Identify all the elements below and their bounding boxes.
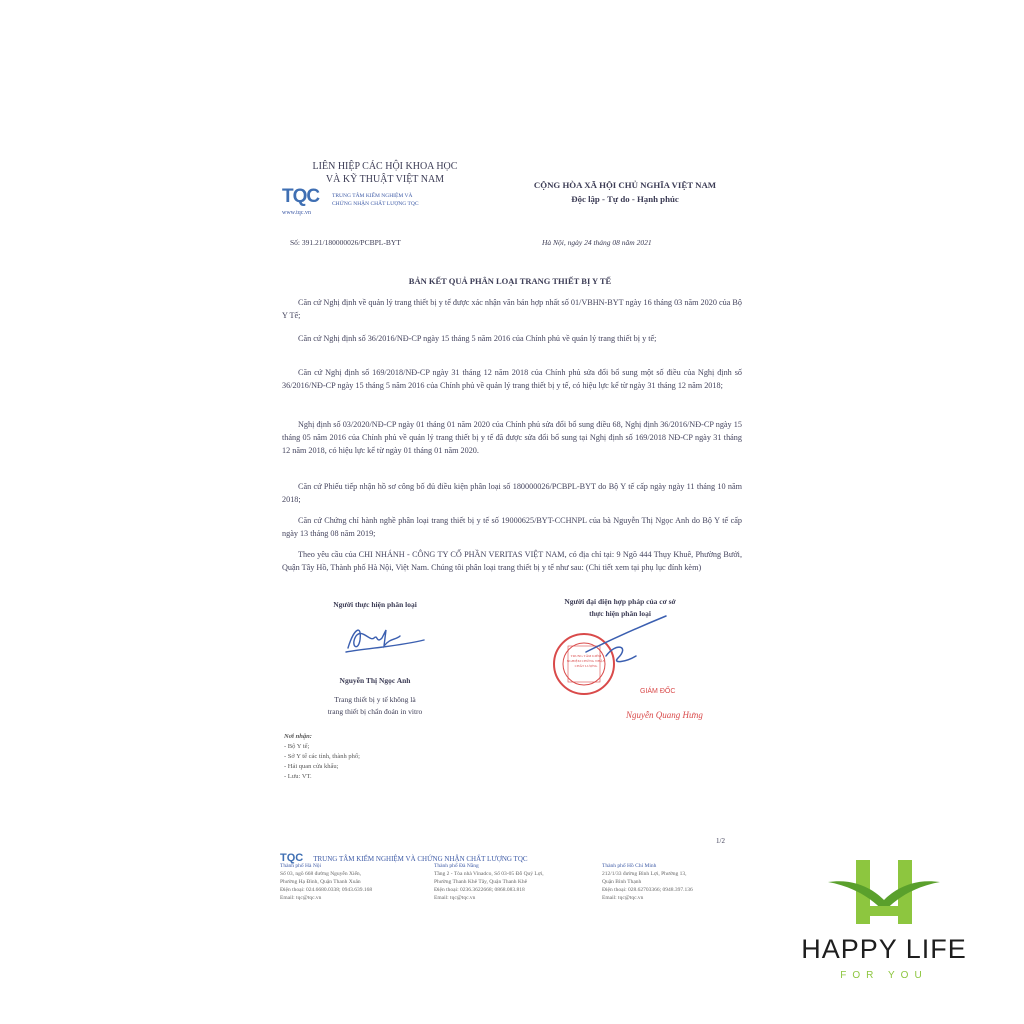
sign-right-title-line2: thực hiện phân loại [589,609,651,618]
website-link[interactable]: www.tqc.vn [282,210,311,216]
brand-name: HAPPY LIFE [801,934,967,964]
tqc-logo: TQC [282,186,320,207]
doc-title: BẢN KẾT QUẢ PHÂN LOẠI TRANG THIẾT BỊ Y TẾ [408,276,612,286]
doc-number: Số: 391.21/180000026/PCBPL-BYT [290,238,401,247]
footer-line: Email: tqc@tqc.vn [280,895,322,901]
stamp-text: TRUNG TÂM KIỂM NGHIỆM CHỨNG NHẬN CHẤT LƯỢNG [566,654,606,668]
recipient-item: - Lưu: VT. [284,773,312,780]
footer-line: Phường Hạ Đình, Quận Thanh Xuân [280,879,361,885]
footer-line: Điện thoại: 0236.3622668; 0868.083.818 [434,887,525,893]
footer-line: Phường Thanh Khê Tây, Quận Thanh Khê [434,879,528,885]
document-page [270,150,750,930]
footer-line: Quận Bình Thạnh [602,879,642,885]
sign-right-title-line1: Người đại diện hợp pháp của cơ sở [564,597,676,606]
sign-right-name: Nguyễn Quang Hưng [626,710,703,720]
sign-right-role: GIÁM ĐỐC [640,688,676,695]
footer-col-hanoi [280,862,430,902]
center-name [332,192,419,208]
place-date: Hà Nội, ngày 24 tháng 08 năm 2021 [542,238,652,247]
country-header [500,178,750,206]
footer-line: Số 03, ngõ 668 đường Nguyễn Xiển, [280,871,362,877]
paragraph-1: Căn cứ Nghị định về quản lý trang thiết bị y tế được xác nhận văn bản hợp nhất số 01/VBHN-BYT ngày 16 tháng 03 năm 2020 của Bộ Y Tế; [282,298,742,320]
footer-title: TRUNG TÂM KIỂM NGHIỆM VÀ CHỨNG NHẬN CHẤT LƯỢNG TQC [313,855,528,863]
recipient-item: - Hải quan cửa khẩu; [284,763,339,770]
footer-city: Thành phố Hồ Chí Minh [602,863,657,869]
footer-logo: TQC [280,852,304,864]
happy-life-logo-icon [826,856,942,930]
paragraph-2: Căn cứ Nghị định số 36/2016/NĐ-CP ngày 15 tháng 5 năm 2016 của Chính phủ về quản lý trang thiết bị y tế; [298,334,657,343]
paragraph-5: Căn cứ Phiếu tiếp nhận hồ sơ công bố đủ điều kiện phân loại số 180000026/PCBPL-BYT do Bộ Y tế cấp ngày ngày 11 tháng 10 năm 2018; [282,482,742,504]
footer-col-hcm [602,862,747,902]
paragraph-7: Theo yêu cầu của CHI NHÁNH - CÔNG TY CỔ PHẦN VERITAS VIỆT NAM, có địa chỉ tại: 9 Ngõ 444 Thụy Khuê, Phường Bưởi, Quận Tây Hồ, Thành phố Hà Nội, Việt Nam. Chúng tôi phân loại trang thiết bị y tế như sau: (Chi tiết xem tại phụ lục đính kèm) [282,550,742,572]
footer-col-danang [434,862,594,902]
org-line1: LIÊN HIỆP CÁC HỘI KHOA HỌC [312,161,458,172]
recipient-item: - Bộ Y tế; [284,743,310,750]
paragraph-6: Căn cứ Chứng chỉ hành nghề phân loại trang thiết bị y tế số 19000625/BYT-CCHNPL của bà Nguyễn Thị Ngọc Anh do Bộ Y tế cấp ngày 13 tháng 08 năm 2019; [282,516,742,538]
footer-line: 212/1/33 đường Bình Lợi, Phường 13, [602,871,687,877]
brand-tagline: FOR YOU [840,970,928,981]
country-line1: CỘNG HÒA XÃ HỘI CHỦ NGHĨA VIỆT NAM [533,180,717,190]
sign-left-note-line2: trang thiết bị chẩn đoán in vitro [327,707,423,716]
sign-left-note [290,694,460,718]
country-line2: Độc lập - Tự do - Hạnh phúc [571,194,679,204]
sign-left-note-line1: Trang thiết bị y tế không là [334,695,416,704]
signature-left-image [340,618,430,658]
recipients-title: Nơi nhận: [284,733,312,740]
org-line2: VÀ KỸ THUẬT VIỆT NAM [325,174,445,185]
footer-city: Thành phố Đà Nẵng [434,863,479,869]
center-name-line2: CHỨNG NHẬN CHẤT LƯỢNG TQC [332,201,419,207]
sign-left-title: Người thực hiện phân loại [333,600,417,609]
footer-line: Điện thoại: 028.62703366; 0948.397.136 [602,887,693,893]
footer-line: Điện thoại: 024.6680.0338; 0943.639.168 [280,887,373,893]
paragraph-3: Căn cứ Nghị định số 169/2018/NĐ-CP ngày 31 tháng 12 năm 2018 của Chính phủ sửa đổi bổ sung một số điều của Nghị định số 36/2016/NĐ-CP ngày 15 tháng 5 năm 2016 của Chính phủ về quản lý trang thiết bị y tế, có hiệu lực kể từ ngày 31 tháng 12 năm 2018; [282,368,742,390]
footer-line: Email: tqc@tqc.vn [602,895,644,901]
center-name-line1: TRUNG TÂM KIỂM NGHIỆM VÀ [332,193,413,199]
footer-line: Email: tqc@tqc.vn [434,895,476,901]
paragraph-4: Nghị định số 03/2020/NĐ-CP ngày 01 tháng 01 năm 2020 của Chính phủ sửa đổi bổ sung điều 68, Nghị định 36/2016/NĐ-CP ngày 15 tháng 05 năm 2016 của Chính phủ về quản lý trang thiết bị y tế đã được sửa đổi bổ sung tại Nghị định số 169/2018 NĐ-CP ngày 31 tháng 12 năm 2018, có hiệu lực kể từ ngày 01 tháng 01 năm 2020. [282,420,742,455]
footer-city: Thành phố Hà Nội [280,863,322,869]
footer-line: Tầng 2 - Tòa nhà Vinadco, Số 03-05 Đỗ Quý Lợi, [434,871,544,877]
sign-left-name: Nguyễn Thị Ngọc Anh [339,676,411,685]
recipient-item: - Sở Y tế các tỉnh, thành phố; [284,753,360,760]
org-header [270,160,500,186]
recipients [284,732,360,782]
page-number: 1/2 [716,837,725,845]
